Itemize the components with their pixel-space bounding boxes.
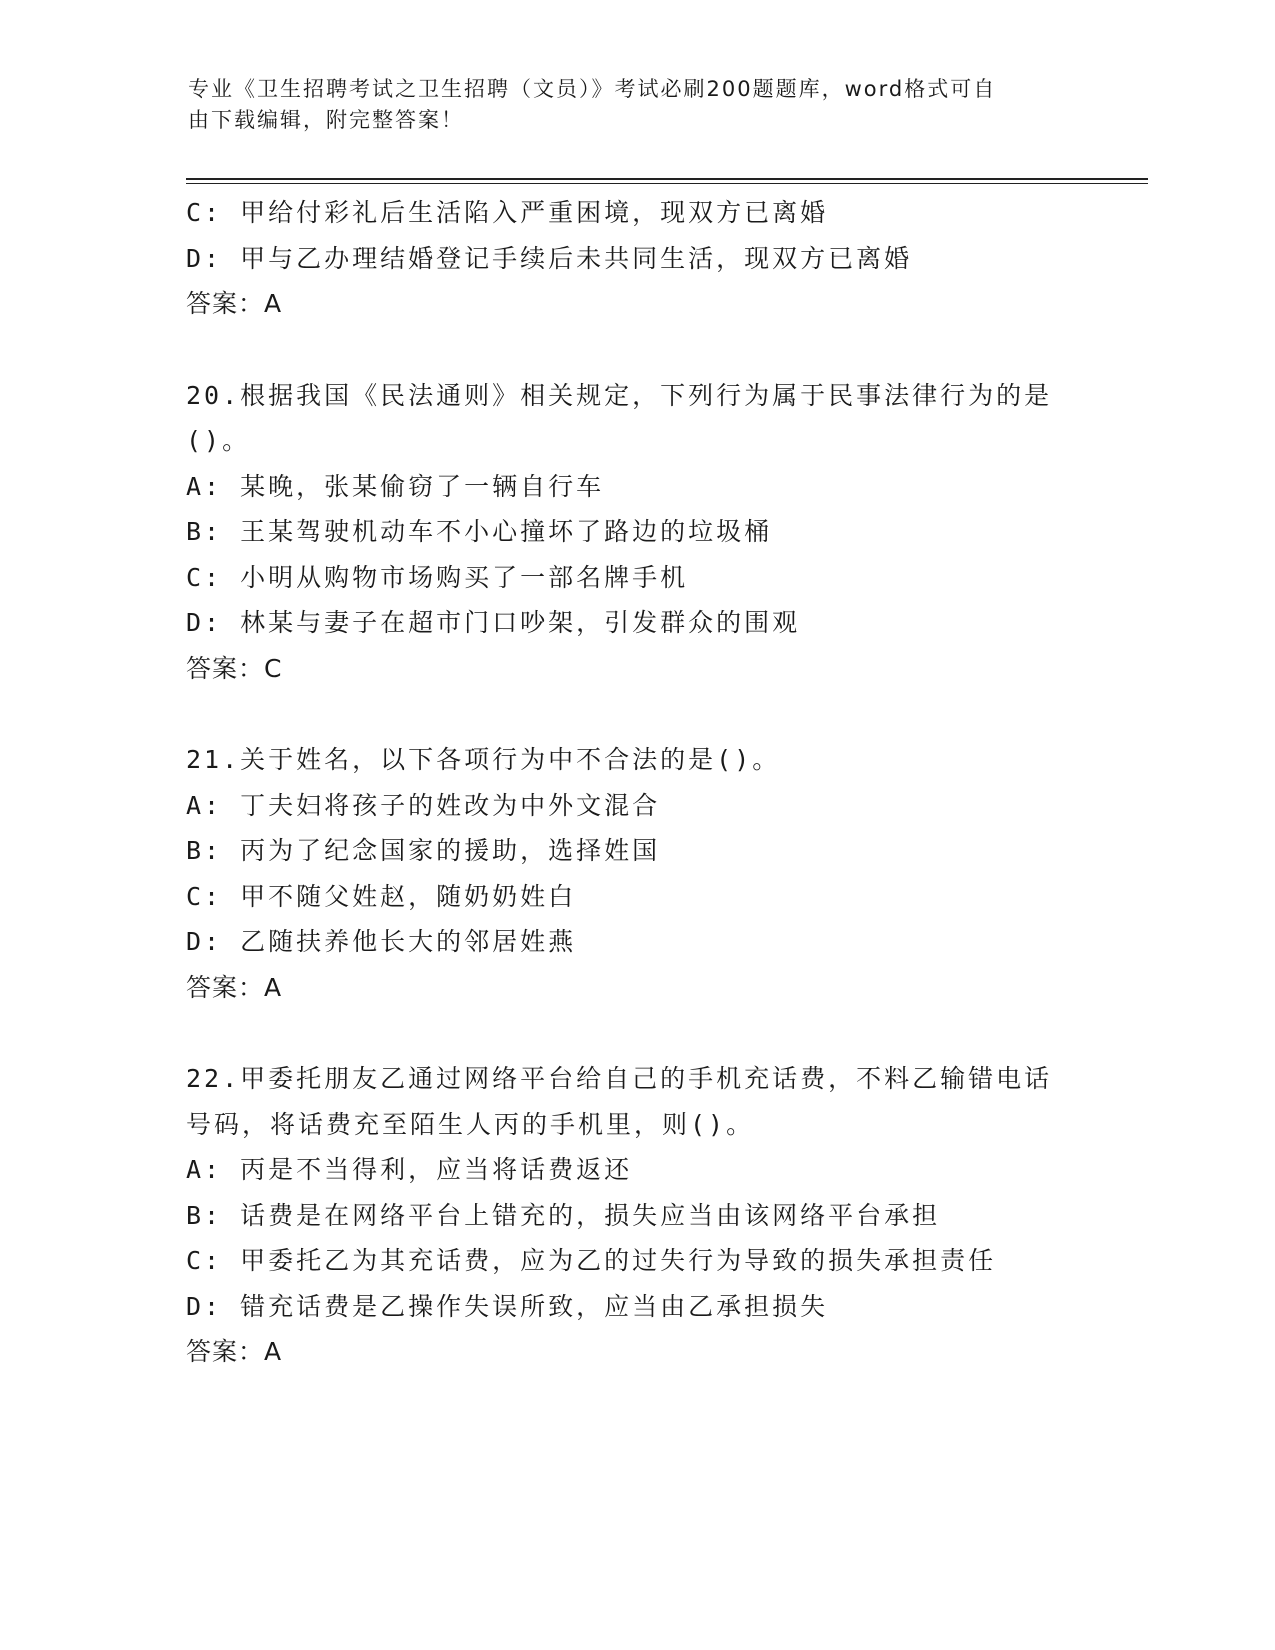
question-stem: 20.根据我国《民法通则》相关规定，下列行为属于民事法律行为的是	[186, 380, 1053, 410]
option-b: B: 话费是在网络平台上错充的，损失应当由该网络平台承担	[186, 1200, 941, 1230]
option-a: A: 丁夫妇将孩子的姓改为中外文混合	[186, 790, 661, 820]
question-block-21	[186, 737, 1086, 1010]
answer-line: 答案：A	[186, 289, 283, 318]
question-block-19	[186, 190, 1086, 327]
document-header	[188, 74, 1088, 136]
question-stem-continued: 号码，将话费充至陌生人丙的手机里，则()。	[186, 1109, 755, 1139]
option-d: D: 林某与妻子在超市门口吵架，引发群众的围观	[186, 608, 801, 637]
question-stem: 22.甲委托朋友乙通过网络平台给自己的手机充话费，不料乙输错电话	[186, 1064, 1053, 1093]
header-line-1: 专业《卫生招聘考试之卫生招聘（文员）》考试必刷200题题库，word格式可自	[188, 77, 997, 101]
option-c: C: 甲给付彩礼后生活陷入严重困境，现双方已离婚	[186, 198, 829, 227]
spacer	[186, 691, 1086, 737]
option-a: A: 丙是不当得利，应当将话费返还	[186, 1155, 633, 1184]
option-c: C: 甲委托乙为其充话费，应为乙的过失行为导致的损失承担责任	[186, 1246, 997, 1275]
question-stem-continued: ()。	[186, 426, 251, 455]
option-c: C: 小明从购物市场购买了一部名牌手机	[186, 562, 689, 592]
spacer	[186, 327, 1086, 373]
header-line-2: 由下载编辑，附完整答案！	[188, 108, 464, 132]
question-block-22	[186, 1056, 1086, 1375]
question-block-20	[186, 373, 1086, 692]
document-content	[186, 190, 1086, 1375]
header-divider-thin	[186, 183, 1148, 184]
answer-line: 答案：C	[186, 653, 283, 683]
option-d: D: 乙随扶养他长大的邻居姓燕	[186, 927, 577, 956]
question-stem: 21.关于姓名，以下各项行为中不合法的是()。	[186, 745, 781, 774]
option-b: B: 王某驾驶机动车不小心撞坏了路边的垃圾桶	[186, 517, 773, 546]
option-d: D: 甲与乙办理结婚登记手续后未共同生活，现双方已离婚	[186, 243, 913, 273]
option-b: B: 丙为了纪念国家的援助，选择姓国	[186, 836, 661, 865]
spacer	[186, 1010, 1086, 1056]
option-c: C: 甲不随父姓赵，随奶奶姓白	[186, 881, 577, 911]
answer-line: 答案：A	[186, 1337, 283, 1366]
answer-line: 答案：A	[186, 972, 283, 1002]
header-divider-thick	[186, 178, 1148, 180]
option-d: D: 错充话费是乙操作失误所致，应当由乙承担损失	[186, 1291, 829, 1321]
option-a: A: 某晚，张某偷窃了一辆自行车	[186, 471, 605, 501]
